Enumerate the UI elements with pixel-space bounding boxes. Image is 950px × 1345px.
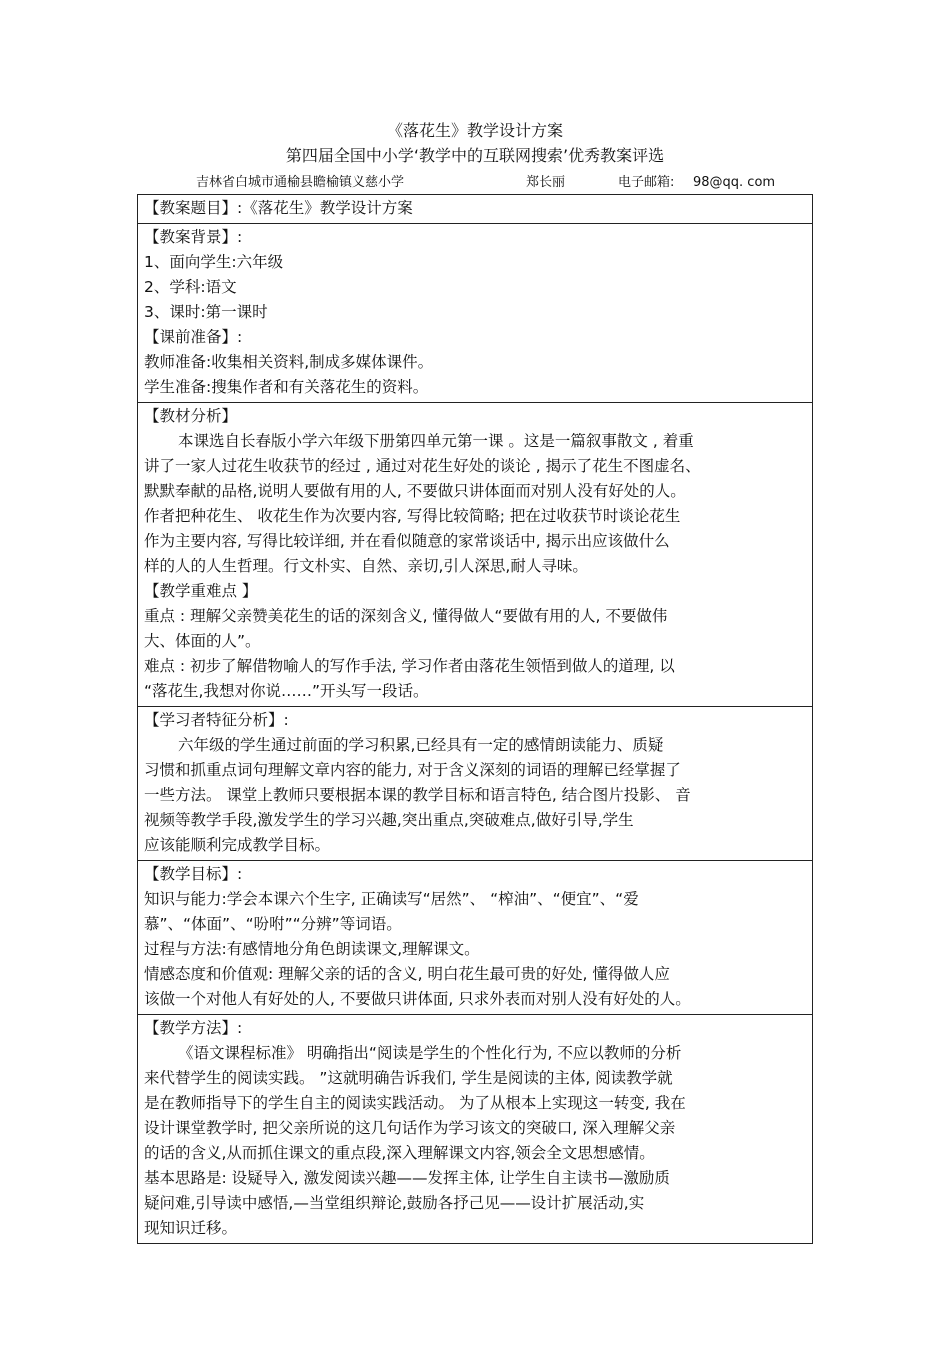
goals-line: 该做一个对他人有好处的人, 不要做只讲体面, 只求外表而对别人没有好处的人。	[144, 990, 691, 1008]
method-line: 疑问难,引导读中感悟,—当堂组织辩论,鼓励各抒己见——设计扩展活动,实	[144, 1194, 645, 1212]
topic-text: 【教案题目】:《落花生》教学设计方案	[144, 199, 413, 217]
goals-heading: 【教学目标】:	[144, 865, 243, 883]
goals-line: 知识与能力:学会本课六个生字, 正确读写“居然”、 “榨油”、“便宜”、“爱	[144, 890, 639, 908]
document-title: 《落花生》教学设计方案	[386, 121, 563, 140]
method-cell	[138, 1015, 813, 1244]
background-cell	[138, 224, 813, 403]
learner-line: 视频等教学手段,激发学生的学习兴趣,突出重点,突破难点,做好引导,学生	[144, 811, 634, 829]
goals-line: 慕”、“体面”、“吩咐”“分辨”等词语。	[144, 915, 402, 933]
goals-row	[138, 861, 813, 1015]
analysis-row	[138, 403, 813, 707]
analysis-line: 样的人的人生哲理。行文朴实、自然、亲切,引人深思,耐人寻味。	[144, 557, 588, 575]
key-point-line: “落花生,我想对你说……”开头写一段话。	[144, 682, 429, 700]
learner-line: 应该能顺利完成教学目标。	[144, 836, 331, 854]
goals-cell	[138, 861, 813, 1015]
topic-row	[138, 195, 813, 224]
method-line: 是在教师指导下的学生自主的阅读实践活动。 为了从根本上实现这一转变, 我在	[144, 1094, 686, 1112]
prep-item: 学生准备:搜集作者和有关落花生的资料。	[144, 378, 429, 396]
learner-line: 习惯和抓重点词句理解文章内容的能力, 对于含义深刻的词语的理解已经掌握了	[144, 761, 681, 779]
analysis-heading: 【教材分析】	[144, 407, 238, 425]
learner-heading: 【学习者特征分析】:	[144, 711, 289, 729]
background-item: 3、课时:第一课时	[144, 303, 268, 321]
key-points-heading: 【教学重难点 】	[144, 582, 258, 600]
background-heading: 【教案背景】:	[144, 228, 243, 246]
prep-heading: 【课前准备】:	[144, 328, 243, 346]
background-item: 1、面向学生:六年级	[144, 253, 284, 271]
key-point-line: 难点 : 初步了解借物喻人的写作手法, 学习作者由落花生领悟到做人的道理, 以	[144, 657, 675, 675]
analysis-line: 讲了一家人过花生收获节的经过 , 通过对花生好处的谈论 , 揭示了花生不图虚名、	[144, 457, 701, 475]
method-line: 设计课堂教学时, 把父亲所说的这几句话作为学习该文的突破口, 深入理解父亲	[144, 1119, 676, 1137]
author-name: 郑长丽	[526, 175, 566, 190]
lesson-plan-table	[137, 194, 813, 1244]
document-subtitle: 第四届全国中小学‘教学中的互联网搜索’优秀教案评选	[285, 146, 665, 165]
prep-item: 教师准备:收集相关资料,制成多媒体课件。	[144, 353, 434, 371]
analysis-line: 默默奉献的品格,说明人要做有用的人, 不要做只讲体面而对别人没有好处的人。	[144, 482, 686, 500]
goals-line: 情感态度和价值观: 理解父亲的话的含义, 明白花生最可贵的好处, 懂得做人应	[144, 965, 670, 983]
email-value: 98@qq. com	[693, 175, 776, 190]
key-point-line: 重点 : 理解父亲赞美花生的话的深刻含义, 懂得做人“要做有用的人, 不要做伟	[144, 607, 668, 625]
background-row	[138, 224, 813, 403]
method-line: 来代替学生的阅读实践。 ”这就明确告诉我们, 学生是阅读的主体, 阅读教学就	[144, 1069, 673, 1087]
method-line: 现知识迁移。	[144, 1219, 238, 1237]
analysis-line: 作为主要内容, 写得比较详细, 并在看似随意的家常谈话中, 揭示出应该做什么	[144, 532, 670, 550]
key-point-line: 大、体面的人”。	[144, 632, 261, 650]
goals-line: 过程与方法:有感情地分角色朗读课文,理解课文。	[144, 940, 480, 958]
method-line: 的话的含义,从而抓住课文的重点段,深入理解课文内容,领会全文思想感情。	[144, 1144, 655, 1162]
method-heading: 【教学方法】:	[144, 1019, 243, 1037]
email-label: 电子邮箱:	[618, 175, 675, 190]
analysis-line: 作者把种花生、 收花生作为次要内容, 写得比较简略; 把在过收获节时谈论花生	[144, 507, 681, 525]
method-line: 《语文课程标准》 明确指出“阅读是学生的个性化行为, 不应以教师的分析	[178, 1044, 682, 1062]
learner-line: 六年级的学生通过前面的学习积累,已经具有一定的感情朗读能力、质疑	[178, 736, 664, 754]
topic-cell	[138, 195, 813, 224]
background-item: 2、学科:语文	[144, 278, 237, 296]
method-row	[138, 1015, 813, 1244]
analysis-line: 本课选自长春版小学六年级下册第四单元第一课 。这是一篇叙事散文 , 着重	[178, 432, 694, 450]
analysis-cell	[138, 403, 813, 707]
author-info	[196, 171, 816, 190]
learner-line: 一些方法。 课堂上教师只要根据本课的教学目标和语言特色, 结合图片投影、 音	[144, 786, 691, 804]
learner-row	[138, 707, 813, 861]
learner-cell	[138, 707, 813, 861]
school-name: 吉林省白城市通榆县瞻榆镇义慈小学	[196, 175, 405, 190]
method-line: 基本思路是: 设疑导入, 激发阅读兴趣——发挥主体, 让学生自主读书—激励质	[144, 1169, 670, 1187]
